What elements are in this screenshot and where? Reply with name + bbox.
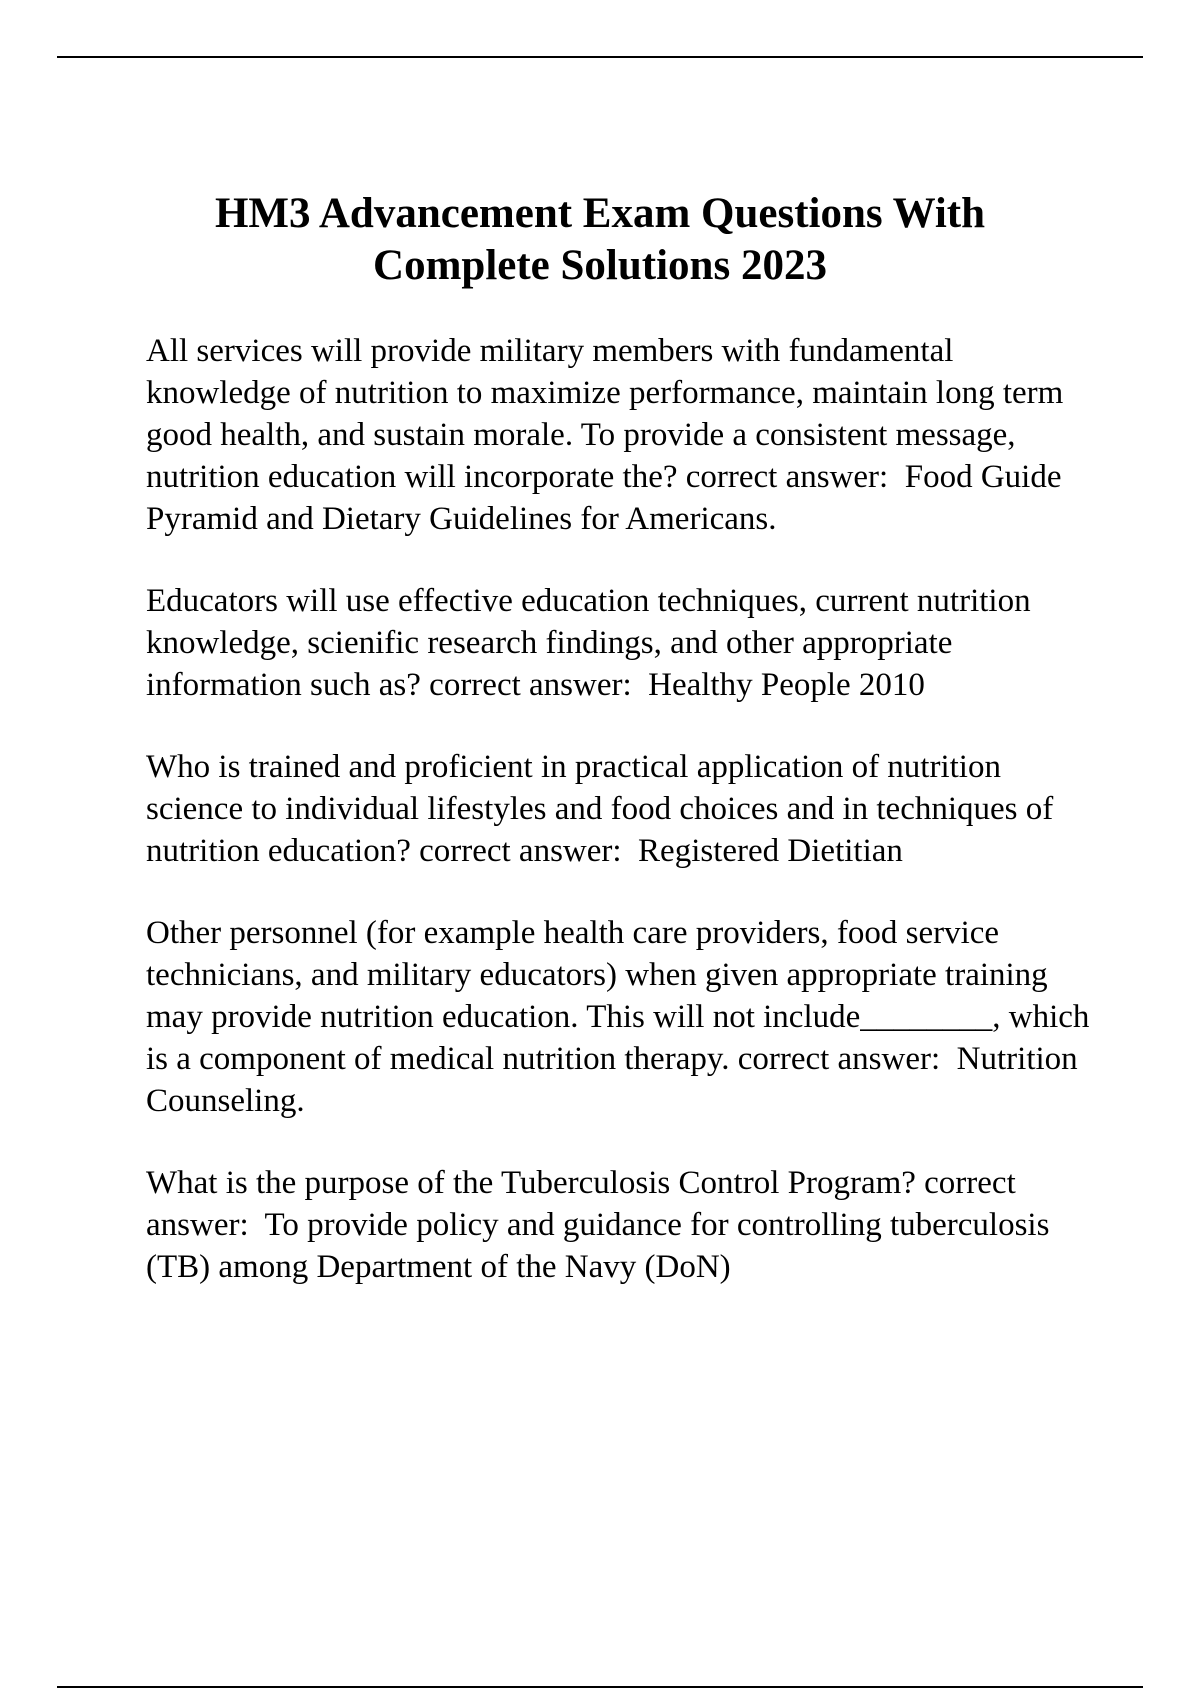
question-list [146, 330, 1106, 1328]
question-item: Who is trained and proficient in practical application of nutrition science to individual lifestyles and food choices and in techniques of nutrition education? correct answer: Registered Dietitian [146, 749, 1062, 869]
title-line-2: Complete Solutions 2023 [373, 242, 827, 289]
question-item: What is the purpose of the Tuberculosis Control Program? correct answer: To provide policy and guidance for controlling tuberculosis (TB) among Department of the Navy (DoN) [146, 1165, 1058, 1285]
question-item: Educators will use effective education techniques, current nutrition knowledge, scienific research findings, and other appropriate information such as? correct answer: Healthy People 2010 [146, 583, 1039, 703]
title-line-1: HM3 Advancement Exam Questions With [214, 190, 986, 237]
document-title [120, 188, 1080, 292]
header-rule [57, 56, 1143, 58]
question-item: Other personnel (for example health care providers, food service technicians, and military educators) when given appropriate training may provide nutrition education. This will not include________, which is a component of medical nutrition therapy. correct answer: Nutrition Counseling. [146, 915, 1098, 1119]
question-item: All services will provide military members with fundamental knowledge of nutrition to maximize performance, maintain long term good health, and sustain morale. To provide a consistent message, nutrition education will incorporate the? correct answer: Food Guide Pyramid and Dietary Guidelines for Americans. [146, 333, 1072, 537]
footer-rule [57, 1686, 1143, 1688]
